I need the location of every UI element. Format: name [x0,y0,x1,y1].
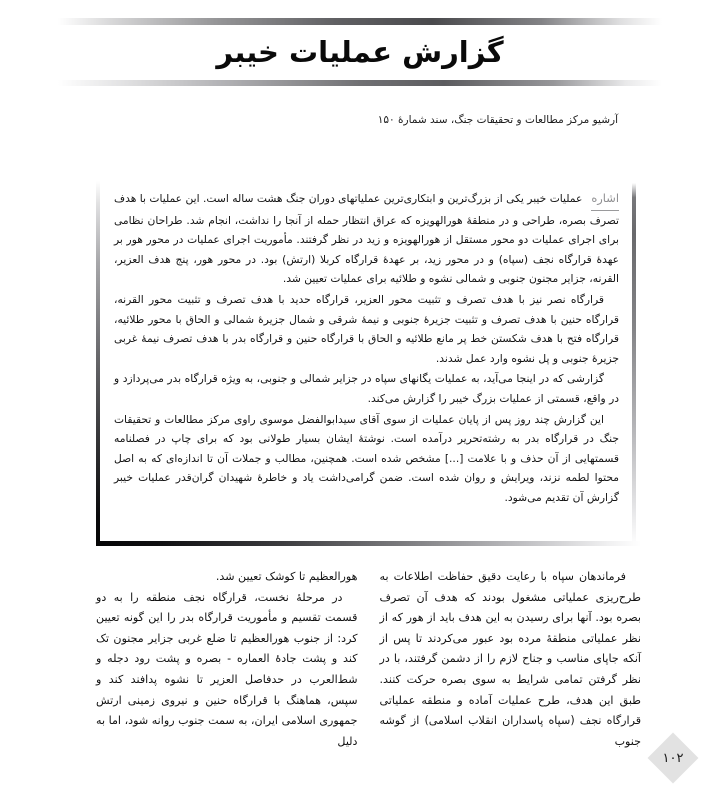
intro-text [114,189,619,509]
page-header [58,18,662,86]
intro-paragraph-1-text: عملیات خیبر یکی از بزرگ‌ترین و ابتکاری‌ترین عملیاتهای دوران جنگ هشت ساله است. این عملیات با هدف تصرف بصره، طراحی و در منطقهٔ هورالهویزه که عراق انتظار حمله از آنجا را نداشت، انجام شد. طراحان نظامی برای اجرای عملیات دو محور مستقل از هورالهویزه و زید در نظر گرفتند. مأموریت اجرای عملیات در محور هور بر عهدهٔ قرارگاه نجف (سپاه) و در محور زید، بر عهدهٔ قرارگاه کربلا (ارتش) بود. در محور هور، پنج هدف العزیر، القرنه، جزایر مجنون جنوبی و شمالی نشوه و طلائیه برای عملیات تعیین شد. [114,192,619,286]
body-columns [96,567,641,752]
intro-right-rule [632,183,636,546]
body-column-left [96,567,358,752]
intro-paragraph-4: این گزارش چند روز پس از پایان عملیات از سوی آقای سیدابوالفضل موسوی راوی مرکز مطالعات و تحقیقات جنگ در قرارگاه بدر به رشته‌تحریر درآمده است. نوشتهٔ ایشان بسیار طولانی بود که برای چاپ در فصلنامه قسمتهایی از آن حذف و با علامت [...] مشخص شده است. همچنین، مطالب و جملات آن تا اندازه‌ای که به اصل محتوا لطمه نزند، ویرایش و روان شده است. ضمن گرامی‌داشت یاد و خاطرهٔ شهیدان گران‌قدر عملیات خیبر گزارش آن تقدیم می‌شود. [114,412,619,504]
page-number-text: ۱۰۲ [662,750,684,766]
body-right-paragraph-1: فرماندهان سپاه با رعایت دقیق حفاظت اطلاعات به طرح‌ریزی عملیاتی مشغول بودند که هدف آن تصرف بصره بود. آنها برای رسیدن به این هدف باید از هور که از نظر عملیاتی منطقهٔ مرده بود عبور می‌کردند تا پس از آنکه جاپای مناسب و جناح لازم را از دشمن گرفتند، با در نظر گرفتن تمامی شرایط به سوی بصره حرکت کنند. طبق این هدف، طرح عملیات آماده و منطقه عملیاتی قرارگاه نجف (سپاه پاسداران انقلاب اسلامی) از گوشه جنوب [379,570,641,748]
source-line [58,108,618,128]
intro-bottom-rule [96,541,641,546]
intro-left-rule [96,181,100,546]
header-bottom-rule [58,80,662,86]
source-text: آرشیو مرکز مطالعات و تحقیقات جنگ، سند شمارهٔ ۱۵۰ [377,114,618,126]
note-label: اشاره [591,189,619,211]
body-column-right [380,567,642,752]
page-title: گزارش عملیات خیبر [216,35,504,69]
header-top-rule [58,18,662,25]
intro-paragraph-2: قرارگاه نصر نیز با هدف تصرف و تثبیت محور العزیر، قرارگاه حدید با هدف تصرف و تثبیت محور القرنه، قرارگاه حنین با هدف تصرف و تثبیت جزیرهٔ جنوبی و نیمهٔ شرقی و شمال جزیرهٔ شمالی و الحاق با محور طلائیه، قرارگاه فتح با هدف شکستن خط پر مانع طلائیه و الحاق با قرارگاه حنین و قرارگاه بدر با هدف تصرف نیمهٔ غربی جزیرهٔ جنوبی و پل نشوه وارد عمل شدند. [114,292,619,365]
body-left-paragraph-1: هورالعظیم تا کوشک تعیین شد. [215,570,358,583]
intro-paragraph-3: گزارشی که در اینجا می‌آید، به عملیات یگانهای سپاه در جزایر شمالی و جنوبی، به ویژه قرارگاه بدر می‌پردازد و در واقع، قسمتی از عملیات بزرگ خیبر را گزارش می‌کند. [114,372,619,405]
body-left-paragraph-2: در مرحلهٔ نخست، قرارگاه نجف منطقه را به دو قسمت تقسیم و مأموریت قرارگاه بدر را این گونه تعیین کرد: از جنوب هورالعظیم تا ضلع غربی جزایر مجنون تک کند و پشت جادهٔ العماره - بصره و پشت رود دجله و شط‌العرب در حدفاصل العزیر تا نشوه پدافند کند و سپس، هماهنگ با قرارگاه حنین و نیروی زمینی ارتش جمهوری اسلامی ایران، به سمت جنوب روانه شود، اما به دلیل [96,590,358,748]
page-number-badge [648,733,699,784]
intro-paragraph-1 [114,189,619,289]
intro-box [96,181,641,546]
